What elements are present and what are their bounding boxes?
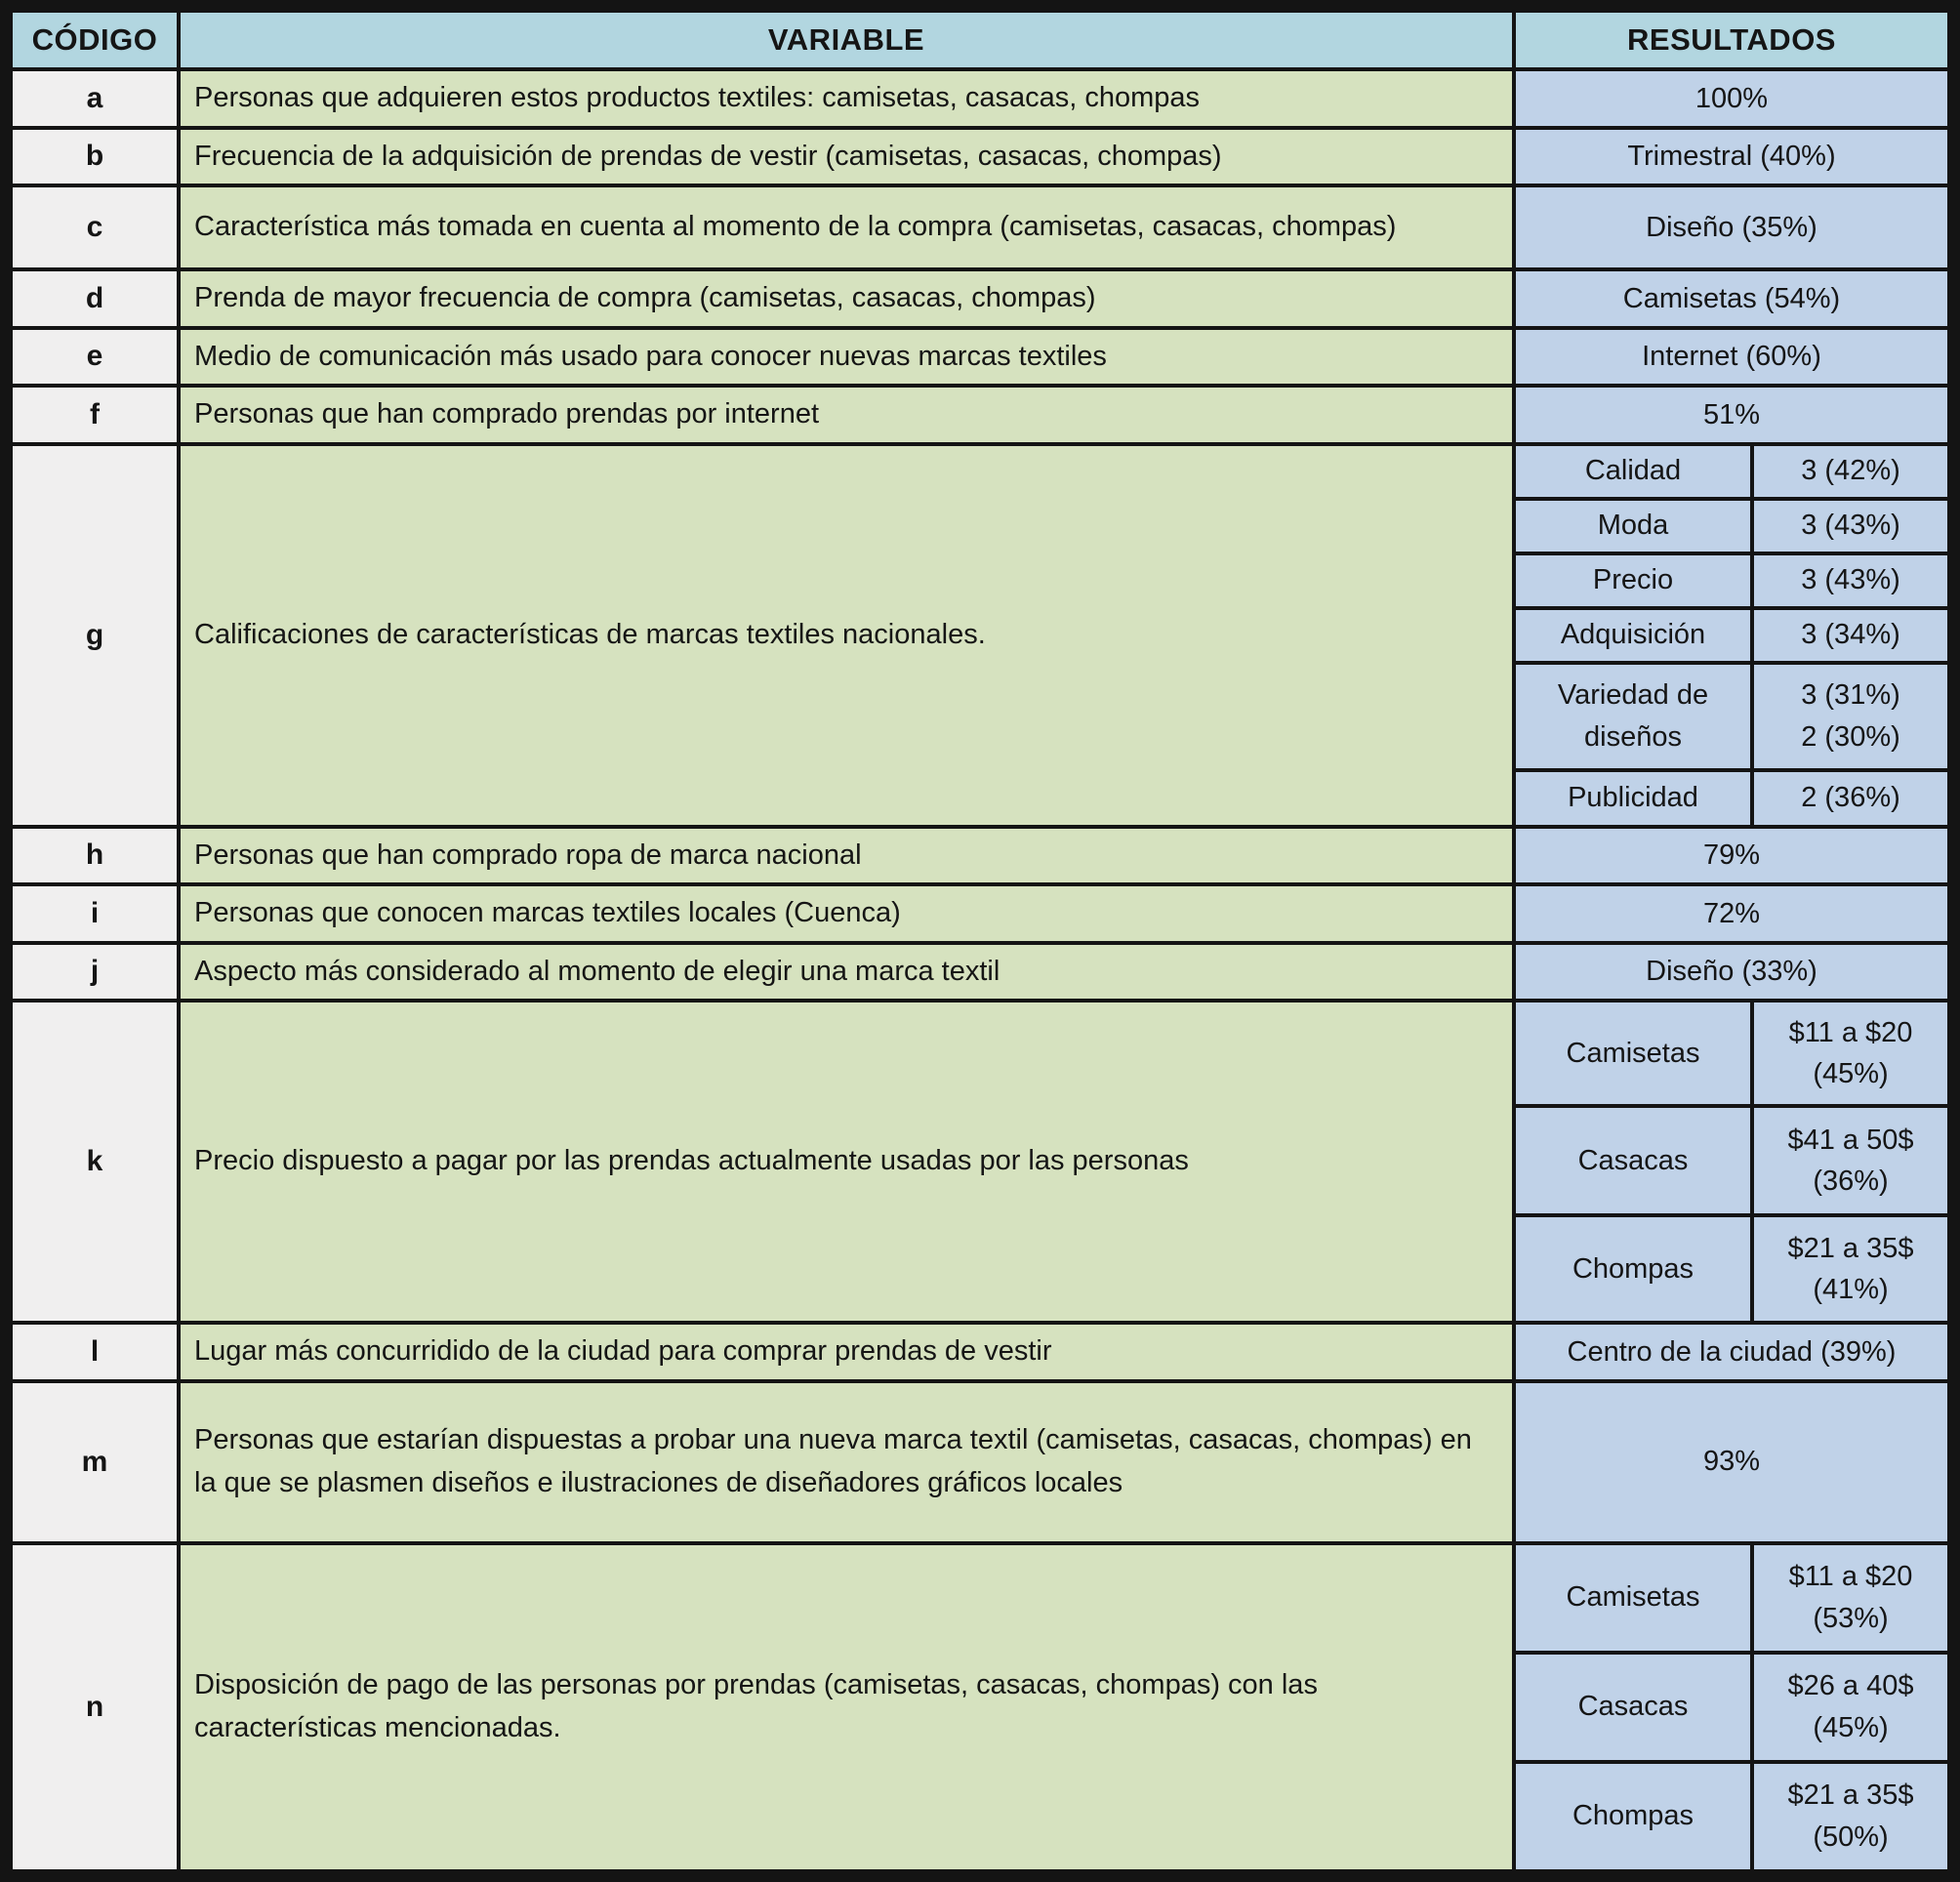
row-n-code: n xyxy=(11,1543,179,1871)
row-h-variable: Personas que han comprado ropa de marca nacional xyxy=(179,827,1514,885)
g-value-variedad-line1: 3 (31%) xyxy=(1801,679,1900,712)
n-value-chompas-range: $21 a 35$ xyxy=(1787,1780,1914,1812)
n-value-casacas xyxy=(1752,1653,1949,1762)
row-f-code: f xyxy=(11,386,179,444)
k-label-casacas: Casacas xyxy=(1514,1106,1752,1215)
n-label-camisetas: Camisetas xyxy=(1514,1543,1752,1653)
row-a-code: a xyxy=(11,69,179,128)
header-variable: VARIABLE xyxy=(179,11,1514,69)
n-value-camisetas-range: $11 a $20 xyxy=(1788,1561,1913,1593)
table-row xyxy=(11,69,1949,128)
g-value-calidad: 3 (42%) xyxy=(1752,444,1949,499)
row-i-code: i xyxy=(11,884,179,943)
table-row xyxy=(11,1001,1949,1106)
row-k-code: k xyxy=(11,1001,179,1323)
n-value-camisetas xyxy=(1752,1543,1949,1653)
g-value-variedad-line2: 2 (30%) xyxy=(1801,720,1900,753)
table-row xyxy=(11,128,1949,186)
table-row xyxy=(11,444,1949,499)
g-label-publicidad: Publicidad xyxy=(1514,770,1752,827)
table-row xyxy=(11,1323,1949,1381)
table-row xyxy=(11,884,1949,943)
row-j-result: Diseño (33%) xyxy=(1514,943,1949,1002)
g-label-variedad: Variedad de diseños xyxy=(1514,663,1752,770)
row-m-code: m xyxy=(11,1381,179,1543)
row-e-result: Internet (60%) xyxy=(1514,328,1949,387)
k-value-casacas-range: $41 a 50$ xyxy=(1787,1124,1914,1156)
n-value-camisetas-pct: (53%) xyxy=(1813,1602,1889,1634)
row-e-code: e xyxy=(11,328,179,387)
g-value-publicidad: 2 (36%) xyxy=(1752,770,1949,827)
row-j-code: j xyxy=(11,943,179,1002)
k-value-chompas-range: $21 a 35$ xyxy=(1787,1232,1914,1264)
k-value-casacas-pct: (36%) xyxy=(1813,1166,1889,1197)
row-b-code: b xyxy=(11,128,179,186)
table-row xyxy=(11,827,1949,885)
row-d-variable: Prenda de mayor frecuencia de compra (camisetas, casacas, chompas) xyxy=(179,269,1514,328)
row-b-variable: Frecuencia de la adquisición de prendas de vestir (camisetas, casacas, chompas) xyxy=(179,128,1514,186)
row-l-variable: Lugar más concurridido de la ciudad para comprar prendas de vestir xyxy=(179,1323,1514,1381)
k-value-camisetas-range: $11 a $20 xyxy=(1788,1016,1913,1048)
row-c-result: Diseño (35%) xyxy=(1514,185,1949,269)
k-value-chompas xyxy=(1752,1215,1949,1323)
k-value-casacas xyxy=(1752,1106,1949,1215)
table-row xyxy=(11,1381,1949,1543)
row-l-code: l xyxy=(11,1323,179,1381)
k-label-chompas: Chompas xyxy=(1514,1215,1752,1323)
row-a-result: 100% xyxy=(1514,69,1949,128)
n-value-casacas-range: $26 a 40$ xyxy=(1787,1670,1914,1702)
row-a-variable: Personas que adquieren estos productos textiles: camisetas, casacas, chompas xyxy=(179,69,1514,128)
row-m-variable: Personas que estarían dispuestas a probar una nueva marca textil (camisetas, casacas, chompas) en la que se plasmen diseños e ilustraciones de diseñadores gráficos locales xyxy=(179,1381,1514,1543)
g-label-precio: Precio xyxy=(1514,553,1752,608)
k-value-camisetas xyxy=(1752,1001,1949,1106)
row-e-variable: Medio de comunicación más usado para conocer nuevas marcas textiles xyxy=(179,328,1514,387)
n-label-chompas: Chompas xyxy=(1514,1762,1752,1871)
g-value-moda: 3 (43%) xyxy=(1752,499,1949,553)
row-g-variable: Calificaciones de características de marcas textiles nacionales. xyxy=(179,444,1514,827)
table-row xyxy=(11,943,1949,1002)
row-d-result: Camisetas (54%) xyxy=(1514,269,1949,328)
row-h-result: 79% xyxy=(1514,827,1949,885)
row-m-result: 93% xyxy=(1514,1381,1949,1543)
g-value-variedad xyxy=(1752,663,1949,770)
n-value-casacas-pct: (45%) xyxy=(1813,1711,1889,1743)
header-codigo: CÓDIGO xyxy=(11,11,179,69)
g-label-adquisicion: Adquisición xyxy=(1514,608,1752,663)
results-table xyxy=(9,9,1951,1873)
row-h-code: h xyxy=(11,827,179,885)
k-value-chompas-pct: (41%) xyxy=(1813,1274,1889,1305)
k-label-camisetas: Camisetas xyxy=(1514,1001,1752,1106)
row-g-code: g xyxy=(11,444,179,827)
g-value-adquisicion: 3 (34%) xyxy=(1752,608,1949,663)
table-row xyxy=(11,1543,1949,1653)
n-label-casacas: Casacas xyxy=(1514,1653,1752,1762)
header-resultados: RESULTADOS xyxy=(1514,11,1949,69)
n-value-chompas xyxy=(1752,1762,1949,1871)
row-n-variable: Disposición de pago de las personas por prendas (camisetas, casacas, chompas) con las características mencionadas. xyxy=(179,1543,1514,1871)
row-k-variable: Precio dispuesto a pagar por las prendas actualmente usadas por las personas xyxy=(179,1001,1514,1323)
table-row xyxy=(11,269,1949,328)
table-row xyxy=(11,386,1949,444)
row-c-variable: Característica más tomada en cuenta al momento de la compra (camisetas, casacas, chompas) xyxy=(179,185,1514,269)
row-l-result: Centro de la ciudad (39%) xyxy=(1514,1323,1949,1381)
g-value-precio: 3 (43%) xyxy=(1752,553,1949,608)
table-row xyxy=(11,328,1949,387)
row-b-result: Trimestral (40%) xyxy=(1514,128,1949,186)
n-value-chompas-pct: (50%) xyxy=(1813,1821,1889,1853)
row-c-code: c xyxy=(11,185,179,269)
row-f-result: 51% xyxy=(1514,386,1949,444)
k-value-camisetas-pct: (45%) xyxy=(1813,1058,1889,1089)
table-row xyxy=(11,185,1949,269)
row-i-result: 72% xyxy=(1514,884,1949,943)
g-label-calidad: Calidad xyxy=(1514,444,1752,499)
row-j-variable: Aspecto más considerado al momento de elegir una marca textil xyxy=(179,943,1514,1002)
row-i-variable: Personas que conocen marcas textiles locales (Cuenca) xyxy=(179,884,1514,943)
row-f-variable: Personas que han comprado prendas por internet xyxy=(179,386,1514,444)
header-row xyxy=(11,11,1949,69)
row-d-code: d xyxy=(11,269,179,328)
g-label-moda: Moda xyxy=(1514,499,1752,553)
